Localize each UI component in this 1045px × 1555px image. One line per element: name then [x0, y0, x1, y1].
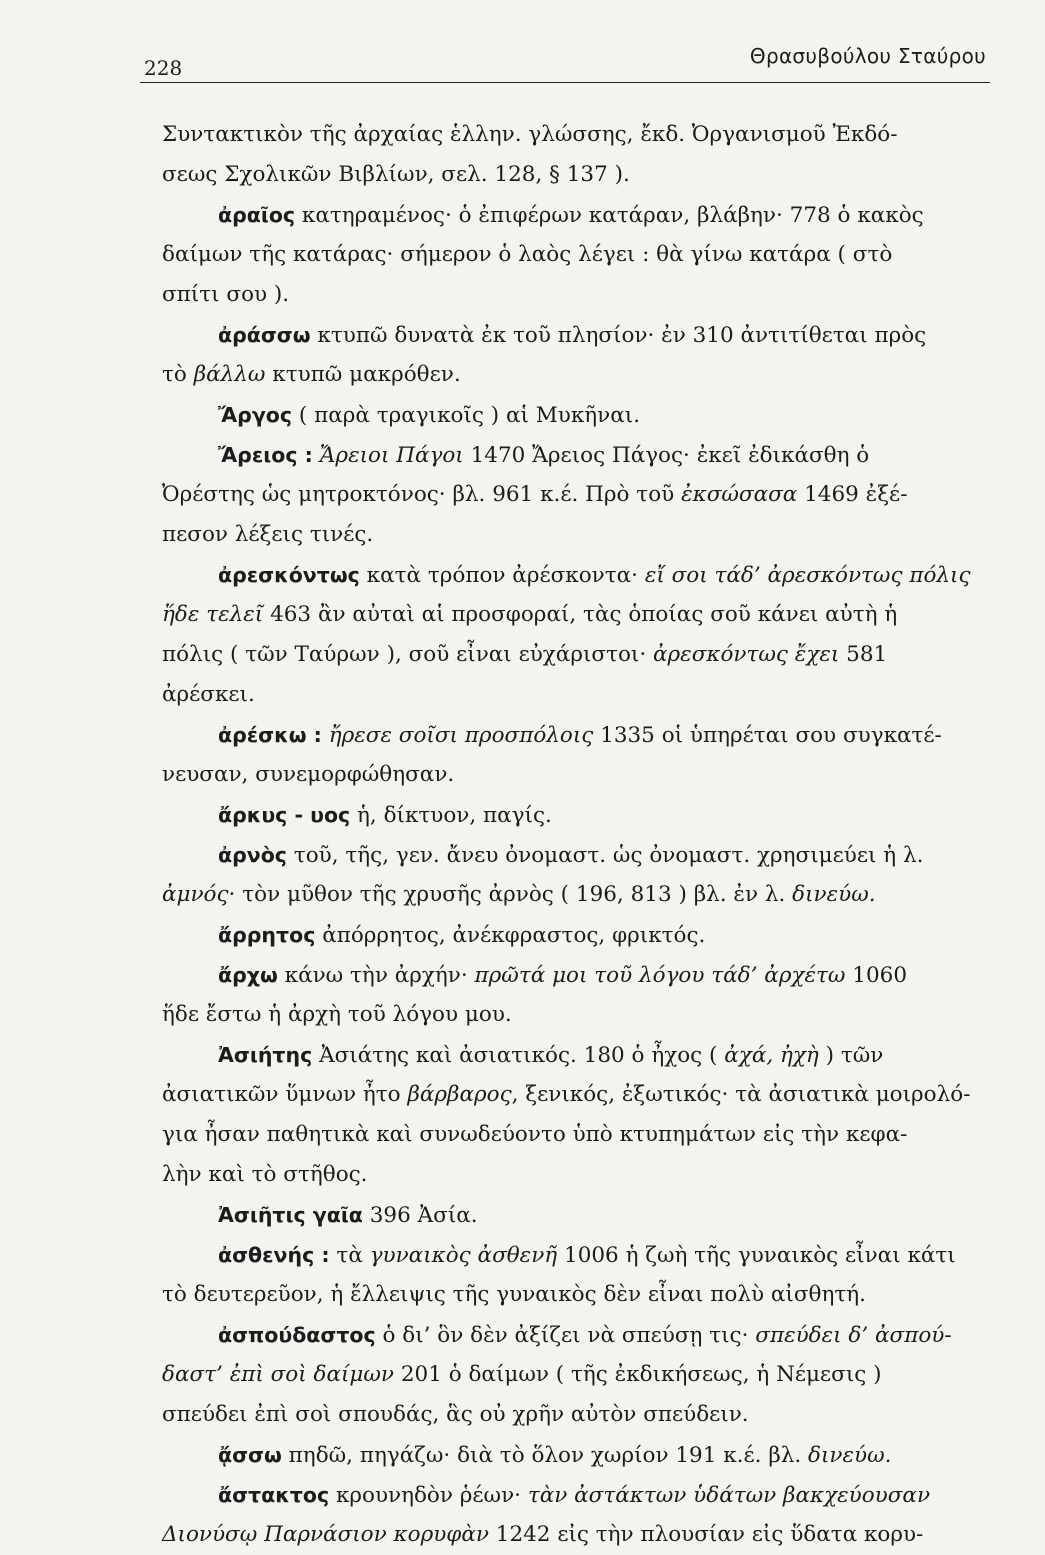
entry-headword: Ἀσιῆτις γαῖα: [218, 1203, 363, 1227]
entry-headword: ᾄσσω: [218, 1443, 282, 1467]
text-line: [162, 115, 992, 155]
line-text: νευσαν, συνεμορφώθησαν.: [162, 762, 455, 787]
quoted-text: δινεύω.: [792, 882, 876, 907]
text-line: [162, 1235, 992, 1275]
line-text: 396 Ἀσία.: [362, 1203, 478, 1228]
text-line: [162, 1035, 992, 1075]
text-line: [162, 1155, 992, 1195]
line-text: πεσον λέξεις τινές.: [162, 522, 374, 547]
entry-headword: ἄστακτος: [218, 1483, 330, 1507]
line-text: ( παρὰ τραγικοῖς ) αἱ Μυκῆναι.: [292, 403, 641, 428]
line-text: ) τῶν: [818, 1043, 884, 1068]
entry-headword: ἀραῖος: [218, 203, 296, 227]
line-text: κατὰ τρόπον ἀρέσκοντα·: [359, 563, 645, 588]
line-text: για ἦσαν παθητικὰ καὶ συνωδεύοντο ὑπὸ κτυπημάτων εἰς τὴν κεφα-: [162, 1122, 908, 1147]
line-text: 201 ὁ δαίμων ( τῆς ἐκδικήσεως, ἡ Νέμεσις ): [394, 1362, 882, 1387]
text-line: [162, 355, 992, 395]
quoted-text: δινεύω.: [808, 1443, 892, 1468]
entry-headword: ἀράσσω: [218, 323, 311, 347]
text-line: [162, 675, 992, 715]
text-line: [162, 795, 992, 835]
text-line: [162, 875, 992, 915]
quoted-text: γυναικὸς ἀσθενῆ: [369, 1243, 558, 1268]
text-line: [162, 1435, 992, 1475]
quoted-text: ἤρεσε σοῖσι προσπόλοις: [328, 723, 594, 748]
text-line: [162, 715, 992, 755]
text-line: [162, 195, 992, 235]
text-line: [162, 235, 992, 275]
line-text: ἡ, δίκτυον, παγίς.: [350, 803, 552, 828]
entry-headword: Ἄρειος :: [218, 443, 313, 467]
quoted-text: ἥδε τελεῖ: [162, 602, 264, 627]
line-text: 581: [839, 642, 888, 667]
quoted-text: εἴ σοι τάδ’ ἀρεσκόντως πόλις: [644, 563, 971, 588]
entry-headword: ἄρρητος: [218, 923, 316, 947]
line-text: σεως Σχολικῶν Βιβλίων, σελ. 128, § 137 ).: [162, 162, 630, 187]
line-text: πηδῶ, πηγάζω· διὰ τὸ ὅλον χωρίον 191 κ.έ. βλ.: [281, 1443, 809, 1468]
quoted-text: ἀχά, ἠχὴ: [724, 1043, 819, 1068]
text-line: [162, 1315, 992, 1355]
line-text: τὰ: [329, 1243, 370, 1268]
text-line: [162, 1475, 992, 1515]
line-text: κρουνηδὸν ῥέων·: [329, 1483, 528, 1508]
entry-headword: ἀρνὸς: [218, 843, 287, 867]
line-text: ἥδε ἔστω ἡ ἀρχὴ τοῦ λόγου μου.: [162, 1002, 512, 1027]
text-line: [162, 275, 992, 315]
line-text: 1469 ἐξέ-: [797, 482, 908, 507]
entry-headword: ἀρεσκόντως: [218, 563, 360, 587]
line-text: 1060: [845, 963, 908, 988]
quoted-text: ἐκσώσασα: [681, 482, 798, 507]
text-line: [162, 755, 992, 795]
line-text: κτυπῶ δυνατὰ ἐκ τοῦ πλησίον· ἐν 310 ἀντιτίθεται πρὸς: [310, 323, 927, 348]
quoted-text: Διονύσῳ Παρνάσιον κορυφὰν: [162, 1522, 489, 1547]
line-text: τὸ δευτερεῦον, ἡ ἔλλειψις τῆς γυναικὸς δὲν εἶναι πολὺ αἰσθητή.: [162, 1282, 866, 1307]
quoted-text: ἀρεσκόντως ἔχει: [653, 642, 840, 667]
text-line: [162, 555, 992, 595]
line-text: κτυπῶ μακρόθεν.: [265, 362, 461, 387]
text-line: [162, 1275, 992, 1315]
line-text: [313, 443, 320, 468]
line-text: 1470 Ἄρειος Πάγος· ἐκεῖ ἐδικάσθη ὁ: [463, 443, 870, 468]
line-text: τὸ: [162, 362, 194, 387]
line-text: ἀπόρρητος, ἀνέκφραστος, φρικτός.: [315, 923, 706, 948]
line-text: τοῦ, τῆς, γεν. ἄνευ ὀνομαστ. ὡς ὀνομαστ. χρησιμεύει ἡ λ.: [286, 843, 924, 868]
line-text: κάνω τὴν ἀρχήν·: [277, 963, 475, 988]
line-text: 1006 ἡ ζωὴ τῆς γυναικὸς εἶναι κάτι: [557, 1243, 956, 1268]
line-text: λὴν καὶ τὸ στῆθος.: [162, 1162, 368, 1187]
text-line: [162, 1395, 992, 1435]
line-text: 1335 οἱ ὑπηρέται σου συγκατέ-: [593, 723, 942, 748]
text-line: [162, 475, 992, 515]
entry-headword: Ἄργος: [218, 403, 293, 427]
line-text: [322, 723, 329, 748]
text-line: [162, 1115, 992, 1155]
line-text: Ἀσιάτης καὶ ἀσιατικός. 180 ὁ ἦχος (: [312, 1043, 725, 1068]
text-line: [162, 515, 992, 555]
line-text: ἀρέσκει.: [162, 682, 255, 707]
text-line: [162, 155, 992, 195]
page-number: 228: [144, 56, 183, 80]
line-text: ἀσιατικῶν ὕμνων ἦτο: [162, 1082, 408, 1107]
text-line: [162, 995, 992, 1035]
line-text: τὸν μῦθον τῆς χρυσῆς ἀρνὸς ( 196, 813 ) βλ. ἐν λ.: [235, 882, 793, 907]
text-line: [162, 1195, 992, 1235]
line-text: πόλις ( τῶν Ταύρων ), σοῦ εἶναι εὐχάριστοι·: [162, 642, 654, 667]
text-line: [162, 835, 992, 875]
quoted-text: ἀμνός·: [162, 882, 236, 907]
quoted-text: πρῶτά μοι τοῦ λόγου τάδ’ ἀρχέτω: [474, 963, 846, 988]
line-text: σπεύδει ἐπὶ σοὶ σπουδάς, ἃς οὐ χρῆν αὐτὸν σπεύδειν.: [162, 1402, 749, 1427]
text-line: [162, 595, 992, 635]
line-text: σπίτι σου ).: [162, 282, 290, 307]
entry-headword: ἀσπούδαστος: [218, 1323, 376, 1347]
entry-headword: ἄρκυς - υος: [218, 803, 351, 827]
quoted-text: σπεύδει δ’ ἀσπού-: [755, 1323, 952, 1348]
line-text: 1242 εἰς τὴν πλουσίαν εἰς ὕδατα κορυ-: [488, 1522, 924, 1547]
text-line: [162, 1355, 992, 1395]
entry-headword: Ἀσιήτης: [218, 1043, 313, 1067]
line-text: ὁ δι’ ὃν δὲν ἀξίζει νὰ σπεύσῃ τις·: [375, 1323, 756, 1348]
quoted-text: τὰν ἀστάκτων ὑδάτων βακχεύουσαν: [527, 1483, 931, 1508]
quoted-text: Ἄρειοι Πάγοι: [319, 443, 464, 468]
line-text: , ξενικός, ἐξωτικός· τὰ ἀσιατικὰ μοιρολό-: [511, 1082, 971, 1107]
line-text: κατηραμένος· ὁ ἐπιφέρων κατάραν, βλάβην· 778 ὁ κακὸς: [295, 203, 924, 228]
line-text: 463 ἂν αὐταὶ αἱ προσφοραί, τὰς ὁποίας σοῦ κάνει αὐτὴ ἡ: [263, 602, 898, 627]
line-text: Συντακτικὸν τῆς ἀρχαίας ἑλλην. γλώσσης, ἔκδ. Ὀργανισμοῦ Ἐκδό-: [162, 122, 898, 147]
entry-headword: ἀρέσκω :: [218, 723, 322, 747]
text-line: [162, 1075, 992, 1115]
text-line: [162, 1515, 992, 1555]
quoted-text: δαστ’ ἐπὶ σοὶ δαίμων: [162, 1362, 394, 1387]
running-head: Θρασυβούλου Σταύρου: [749, 44, 986, 68]
text-line: [162, 395, 992, 435]
entry-headword: ἄρχω: [218, 963, 278, 987]
text-line: [162, 955, 992, 995]
text-line: [162, 915, 992, 955]
quoted-text: βάρβαρος: [407, 1082, 512, 1107]
text-line: [162, 635, 992, 675]
quoted-text: βάλλω: [193, 362, 266, 387]
page-header: [140, 42, 990, 83]
dictionary-text: [162, 115, 992, 1555]
text-line: [162, 435, 992, 475]
line-text: Ὀρέστης ὡς μητροκτόνος· βλ. 961 κ.έ. Πρὸ τοῦ: [162, 482, 682, 507]
line-text: δαίμων τῆς κατάρας· σήμερον ὁ λαὸς λέγει : θὰ γίνω κατάρα ( στὸ: [162, 242, 893, 267]
entry-headword: ἀσθενής :: [218, 1243, 330, 1267]
text-line: [162, 315, 992, 355]
